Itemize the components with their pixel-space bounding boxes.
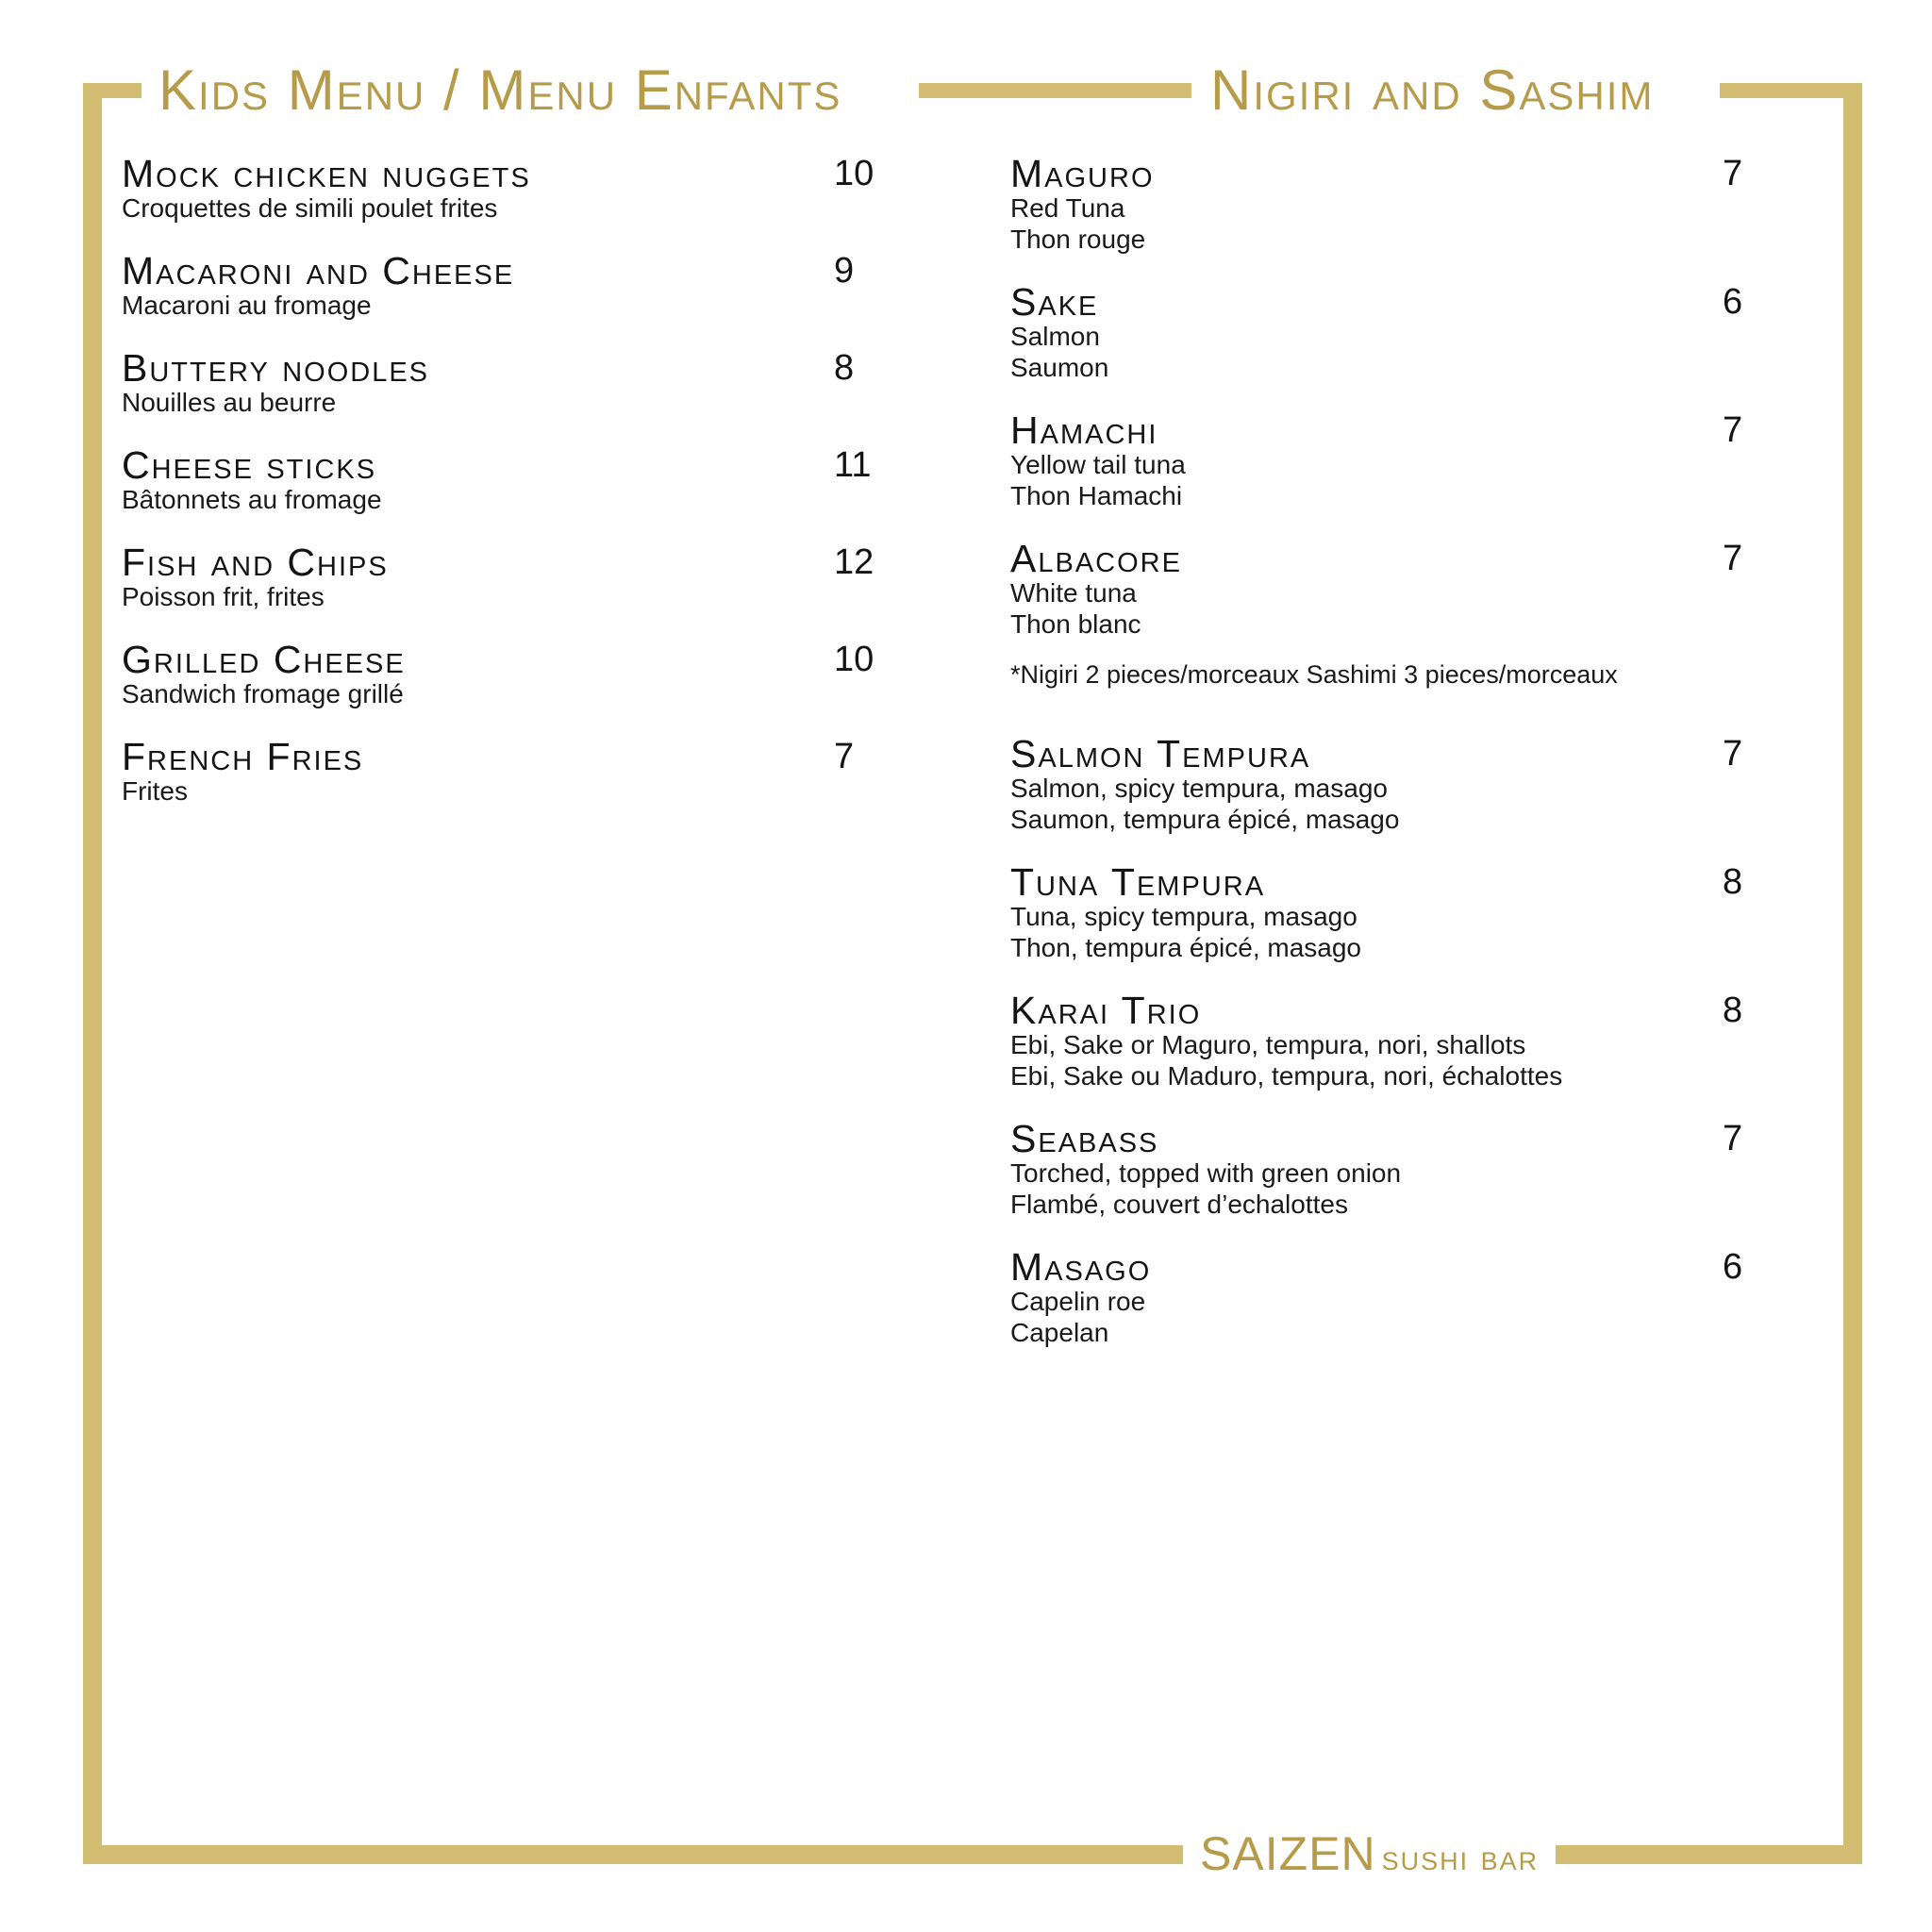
menu-item-name: Macaroni and Cheese [122, 249, 515, 292]
menu-item-description: White tuna [1010, 578, 1137, 608]
menu-item-description: Poisson frit, frites [122, 582, 325, 611]
menu-item-description: Bâtonnets au fromage [122, 485, 382, 514]
menu-item-description: Ebi, Sake ou Maduro, tempura, nori, échalottes [1010, 1061, 1563, 1091]
menu-item-description: Salmon [1010, 322, 1100, 351]
menu-item [1010, 152, 1765, 283]
menu-item-price: 6 [1723, 282, 1743, 322]
menu-item-description: Thon Hamachi [1010, 481, 1183, 510]
menu-item-description: Salmon, spicy tempura, masago [1010, 774, 1388, 803]
menu-item-price: 7 [1723, 734, 1743, 774]
menu-item-price: 8 [1723, 862, 1743, 902]
menu-item [1010, 1245, 1765, 1376]
menu-item-price: 8 [1723, 991, 1743, 1030]
menu-item-description: Capelan [1010, 1318, 1109, 1347]
menu-item [122, 543, 876, 641]
kids-menu-list [122, 152, 876, 835]
menu-item-description: Tuna, spicy tempura, masago [1010, 902, 1357, 931]
brand-subtitle: sushi bar [1381, 1839, 1540, 1878]
menu-item [1010, 1117, 1765, 1248]
menu-item-name: Cheese sticks [122, 443, 377, 487]
menu-item [1010, 991, 1765, 1120]
menu-item-name: Buttery noodles [122, 346, 430, 390]
menu-item [122, 346, 876, 446]
menu-item-description: Sandwich fromage grillé [122, 679, 404, 708]
menu-item-price: 6 [1723, 1247, 1743, 1287]
menu-item-description: Saumon [1010, 353, 1109, 382]
menu-item-price: 8 [834, 348, 855, 388]
menu-item [1010, 408, 1765, 540]
menu-item-price: 7 [1723, 1119, 1743, 1158]
menu-item [1010, 280, 1765, 411]
menu-item [122, 443, 876, 543]
menu-item-name: Fish and Chips [122, 541, 389, 584]
menu-item-price: 7 [1723, 154, 1743, 193]
menu-item-name: Karai Trio [1010, 989, 1202, 1032]
menu-item-description: Yellow tail tuna [1010, 450, 1186, 479]
kids-menu-heading: Kids Menu / Menu Enfants [142, 62, 919, 119]
nigiri-sashimi-list [1010, 152, 1765, 1376]
menu-item-price: 7 [1723, 410, 1743, 450]
menu-item [1010, 732, 1765, 863]
menu-item-price: 12 [834, 542, 874, 582]
menu-item-price: 10 [834, 154, 874, 193]
menu-item-description: Flambé, couvert d’echalottes [1010, 1190, 1348, 1219]
menu-item [122, 249, 876, 349]
frame-bottom-bar [83, 1845, 1862, 1864]
menu-item-name: Tuna Tempura [1010, 860, 1266, 904]
menu-item [1010, 860, 1765, 991]
menu-item-price: 9 [834, 251, 855, 291]
menu-item-name: Grilled Cheese [122, 638, 406, 681]
menu-item-description: Thon rouge [1010, 225, 1146, 254]
frame-left-bar [83, 83, 102, 1864]
menu-item-description: Macaroni au fromage [122, 291, 372, 320]
menu-item-description: Nouilles au beurre [122, 388, 337, 417]
menu-item-name: Mock chicken nuggets [122, 152, 531, 195]
menu-item-price: 7 [1723, 539, 1743, 578]
menu-item [1010, 537, 1765, 660]
menu-item-description: Red Tuna [1010, 193, 1125, 223]
menu-item-name: Salmon Tempura [1010, 732, 1311, 775]
brand-name: SAIZEN [1200, 1827, 1376, 1880]
menu-item-description: Croquettes de simili poulet frites [122, 193, 498, 223]
menu-item-name: Albacore [1010, 537, 1182, 580]
menu-item-name: Maguro [1010, 152, 1155, 195]
menu-item-price: 11 [834, 445, 872, 485]
footer-logo [1183, 1825, 1556, 1882]
menu-item-description: Frites [122, 776, 188, 806]
menu-item-name: Sake [1010, 280, 1099, 324]
menu-item-name: French Fries [122, 735, 364, 778]
menu-item-price: 10 [834, 640, 874, 679]
frame-right-bar [1843, 83, 1862, 1864]
menu-item-name: Masago [1010, 1245, 1152, 1289]
menu-item-description: Thon, tempura épicé, masago [1010, 933, 1361, 962]
menu-item-description: Ebi, Sake or Maguro, tempura, nori, shallots [1010, 1030, 1526, 1059]
menu-item-name: Hamachi [1010, 408, 1158, 452]
menu-item [122, 638, 876, 738]
menu-item-name: Seabass [1010, 1117, 1159, 1160]
menu-item-description: Saumon, tempura épicé, masago [1010, 805, 1400, 834]
menu-item-price: 7 [834, 737, 855, 776]
menu-item [122, 735, 876, 835]
menu-item-description: Thon blanc [1010, 609, 1141, 639]
menu-item [122, 152, 876, 252]
menu-item-description: Torched, topped with green onion [1010, 1158, 1402, 1188]
menu-item-description: Capelin roe [1010, 1287, 1146, 1316]
portion-note: *Nigiri 2 pieces/morceaux Sashimi 3 pieces/morceaux [1010, 660, 1618, 689]
nigiri-sashimi-heading: Nigiri and Sashim [1191, 62, 1720, 119]
